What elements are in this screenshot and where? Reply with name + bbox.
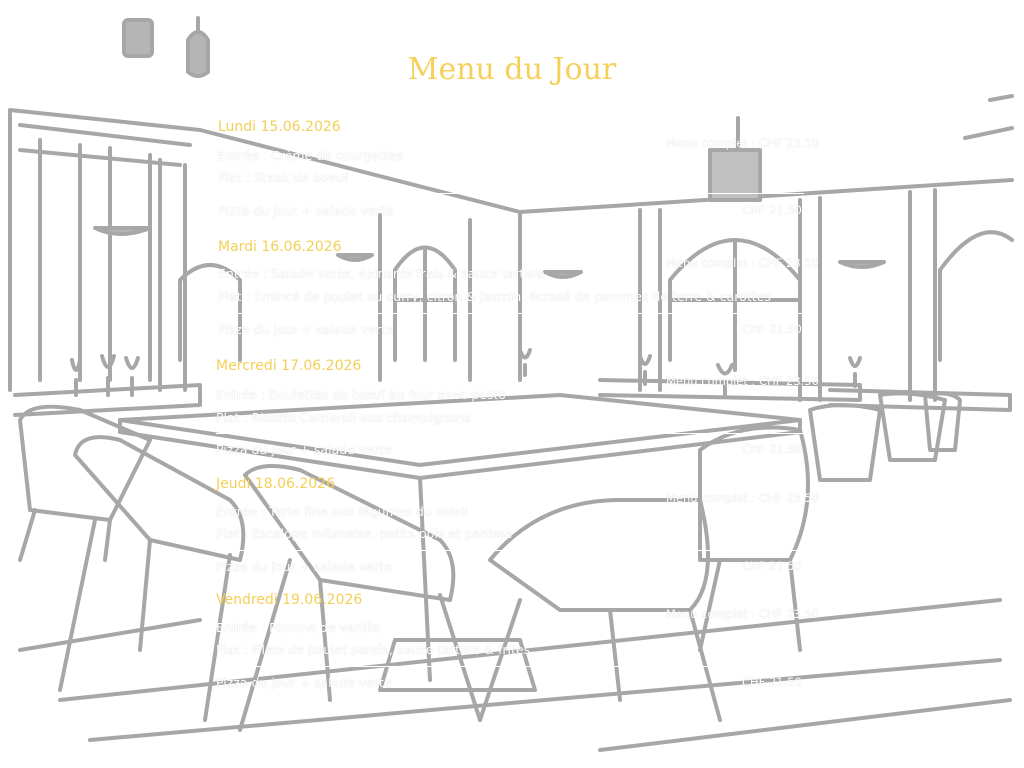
- day-1-date: Lundi 15.06.2026: [218, 119, 341, 135]
- day-3-pizza-price: CHF 21.50: [742, 442, 802, 456]
- day-4-starter: Entrée : Tarte fine aux légumes du soleil: [216, 504, 468, 519]
- day-2-divider: [218, 313, 804, 314]
- day-2-menu-price: Menu complet : CHF 23.50: [666, 256, 819, 270]
- day-1-starter: Entrée : Crème de courgettes: [218, 148, 403, 163]
- day-3-menu-price: Menu complet : CHF 23.50: [666, 374, 819, 388]
- day-1-menu-price: Menu complet : CHF 23.50: [666, 136, 819, 150]
- day-4-main: Plat : Escalope milanaise, petits pois et panisse: [216, 526, 513, 541]
- day-5-main: Plat : Filets de poulet panés, sauce tartare & frites: [216, 642, 531, 657]
- day-2-main: Plat : Émincé de poulet au curry, citron & jasmin, écrasé de pommes de terre & carottes: [218, 289, 771, 304]
- day-4-menu-price: Menu complet : CHF 23.50: [666, 491, 819, 505]
- day-2-starter: Entrée : Salade verte, épinards frais & sauce tartare: [218, 266, 545, 281]
- day-5-divider: [216, 666, 804, 667]
- day-3-main: Plat : Risotto Carnaroli aux champignons: [216, 410, 471, 425]
- day-5-pizza-price: CHF 21.50: [742, 675, 802, 689]
- day-1-pizza: Pizza du jour + salade verte: [218, 203, 394, 218]
- day-1-pizza-price: CHF 21.50: [742, 203, 802, 217]
- day-1-main: Plat : Steak de boeuf: [218, 170, 349, 185]
- day-5-starter: Entrée : Pomme de vanille: [216, 620, 381, 635]
- day-3-pizza: Pizza du jour + salade verte: [216, 442, 392, 457]
- day-4-date: Jeudi 18.06.2026: [216, 476, 335, 492]
- day-2-date: Mardi 16.06.2026: [218, 239, 342, 255]
- day-4-pizza-price: CHF 21.50: [742, 559, 802, 573]
- day-4-pizza: Pizza du jour + salade verte: [216, 559, 392, 574]
- day-2-pizza-price: CHF 21.50: [742, 322, 802, 336]
- day-5-pizza: Pizza du jour + salade verte: [216, 675, 392, 690]
- day-3-date: Mercredi 17.06.2026: [216, 358, 362, 374]
- page-title: Menu du Jour: [407, 52, 617, 87]
- day-4-divider: [216, 550, 804, 551]
- day-3-starter: Entrée : Boulettes de bœuf au four avec pesto: [216, 387, 506, 402]
- day-5-menu-price: Menu complet : CHF 23.50: [666, 607, 819, 621]
- day-3-divider: [216, 433, 804, 434]
- day-2-pizza: Pizza du jour + salade verte: [218, 322, 394, 337]
- day-5-date: Vendredi 19.06.2026: [216, 592, 363, 608]
- day-1-divider: [218, 193, 804, 194]
